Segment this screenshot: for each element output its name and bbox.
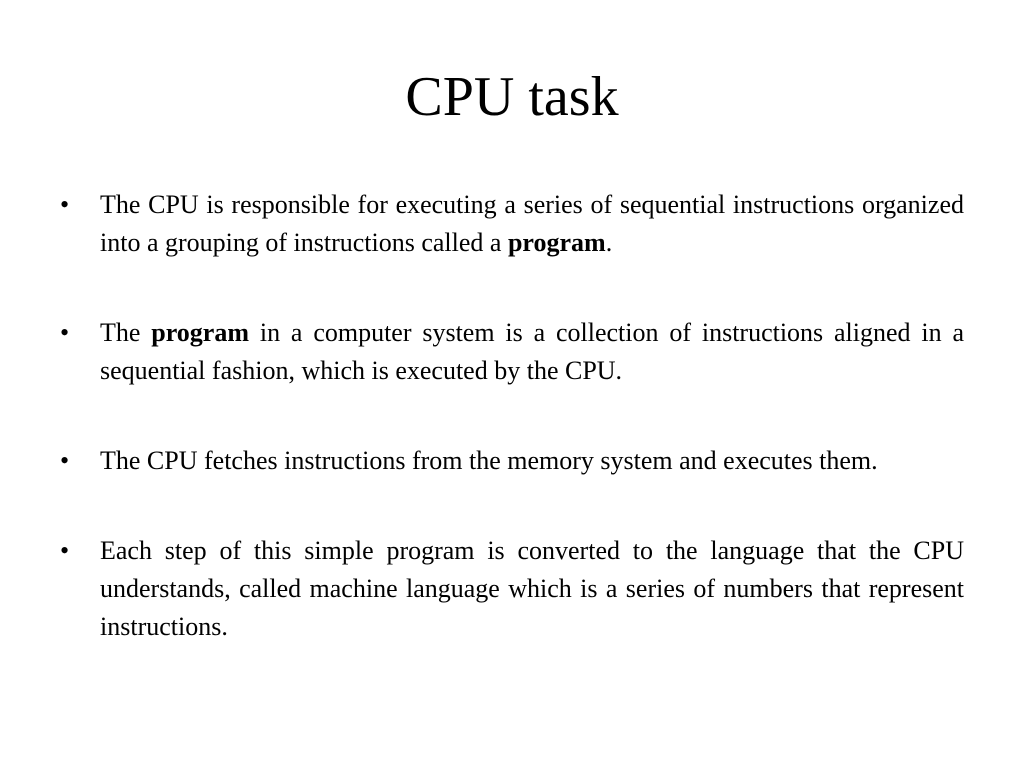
slide-title: CPU task <box>405 66 619 128</box>
bullet-list <box>60 186 964 646</box>
bullet-2-text: in a computer system is a collection of instructions aligned in a sequential fashion, which is executed by the CPU. <box>100 318 965 385</box>
bullet-4-text: Each step of this simple program is converted to the language that the CPU understands, called machine language which is a series of numbers that represent instructions. <box>100 536 964 641</box>
bullet-1-bold-term: program <box>507 228 606 257</box>
bullet-2-bold-term: program <box>151 318 250 347</box>
bullet-icon: • <box>60 446 70 475</box>
bullet-item-3 <box>60 442 964 480</box>
bullet-icon: • <box>60 536 70 565</box>
bullet-item-4 <box>60 532 964 646</box>
bullet-2-text-start: The <box>100 318 152 347</box>
bullet-item-2 <box>60 314 964 390</box>
bullet-icon: • <box>60 318 70 347</box>
bullet-1-text-end: . <box>605 228 613 257</box>
bullet-3-text: The CPU fetches instructions from the memory system and executes them. <box>100 446 878 475</box>
bullet-icon: • <box>60 190 70 219</box>
bullet-1-text: The CPU is responsible for executing a series of sequential instructions organized into a grouping of instructions called a <box>100 190 964 257</box>
bullet-item-1 <box>60 186 964 262</box>
